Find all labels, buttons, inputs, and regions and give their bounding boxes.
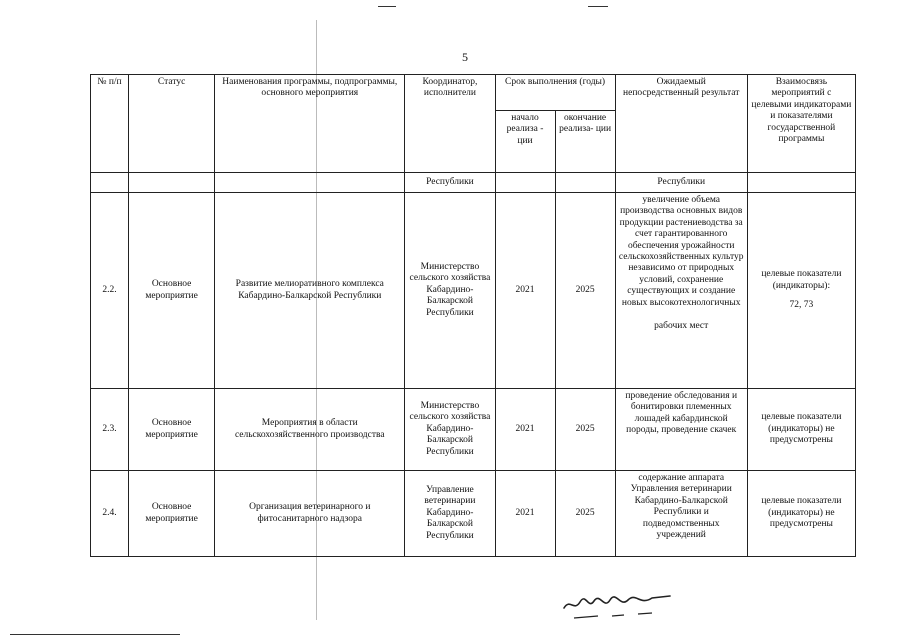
cell-result: содержание аппарата Управления ветеринарии Кабардино-Балкарской Республики и подведомственных учреждений	[615, 471, 747, 557]
cell-coordinator: Управление ветеринарии Кабардино-Балкарской Республики	[405, 471, 495, 557]
table-row	[91, 193, 856, 389]
link-indicators: 72, 73	[789, 300, 814, 311]
table-row-continuation	[91, 173, 856, 193]
cell-result: проведение обследования и бонитировки племенных лошадей кабардинской породы, проведение скачек	[615, 389, 747, 471]
header-status: Статус	[129, 75, 215, 173]
scan-mark-top-right	[588, 6, 608, 7]
link-text: целевые показатели (индикаторы):	[761, 269, 842, 291]
cell-link	[747, 193, 855, 389]
header-period: Срок выполнения (годы)	[495, 75, 615, 111]
page-number: 5	[462, 50, 468, 64]
header-result: Ожидаемый непосредственный результат	[615, 75, 747, 173]
table-row	[91, 471, 856, 557]
cell-start	[495, 173, 555, 193]
cell-coordinator: Министерство сельского хозяйства Кабардино-Балкарской Республики	[405, 193, 495, 389]
cell-result	[615, 193, 747, 389]
cell-num: 2.3.	[91, 389, 129, 471]
cell-link: целевые показатели (индикаторы) не предусмотрены	[747, 471, 855, 557]
result-text-tail: рабочих мест	[654, 320, 709, 331]
header-link: Взаимосвязь мероприятий с целевыми индикаторами и показателями государственной программы	[747, 75, 855, 173]
cell-status: Основное мероприятие	[129, 193, 215, 389]
cell-coordinator: Министерство сельского хозяйства Кабардино-Балкарской Республики	[405, 389, 495, 471]
cell-name: Мероприятия в области сельскохозяйственного производства	[215, 389, 405, 471]
cell-end	[555, 173, 615, 193]
cell-num	[91, 173, 129, 193]
cell-name: Развитие мелиоративного комплекса Кабардино-Балкарской Республики	[215, 193, 405, 389]
cell-status	[129, 173, 215, 193]
cell-result: Республики	[615, 173, 747, 193]
cell-end: 2025	[555, 471, 615, 557]
cell-num: 2.2.	[91, 193, 129, 389]
cell-name: Организация ветеринарного и фитосанитарного надзора	[215, 471, 405, 557]
signature-mark	[560, 588, 680, 624]
table-row	[91, 389, 856, 471]
header-coordinator: Координатор, исполнители	[405, 75, 495, 173]
header-end: окончание реализа- ции	[555, 111, 615, 173]
header-num: № п/п	[91, 75, 129, 173]
cell-start: 2021	[495, 389, 555, 471]
cell-name	[215, 173, 405, 193]
scan-mark-bottom-left	[10, 634, 180, 635]
cell-status: Основное мероприятие	[129, 389, 215, 471]
header-name: Наименования программы, подпрограммы, основного мероприятия	[215, 75, 405, 173]
scan-mark-top-left	[378, 6, 396, 7]
cell-link: целевые показатели (индикаторы) не предусмотрены	[747, 389, 855, 471]
cell-link	[747, 173, 855, 193]
header-start: начало реализа - ции	[495, 111, 555, 173]
program-table	[90, 74, 856, 557]
result-text: увеличение объема производства основных видов продукции растениеводства за счет гарантированного обеспечения урожайности сельскохозяйственных культур независимо от природных условий, сохранение существующих и создание новых высокотехнологичных	[618, 195, 744, 308]
cell-end: 2025	[555, 389, 615, 471]
cell-start: 2021	[495, 471, 555, 557]
cell-num: 2.4.	[91, 471, 129, 557]
cell-coordinator: Республики	[405, 173, 495, 193]
cell-status: Основное мероприятие	[129, 471, 215, 557]
cell-end: 2025	[555, 193, 615, 389]
cell-start: 2021	[495, 193, 555, 389]
